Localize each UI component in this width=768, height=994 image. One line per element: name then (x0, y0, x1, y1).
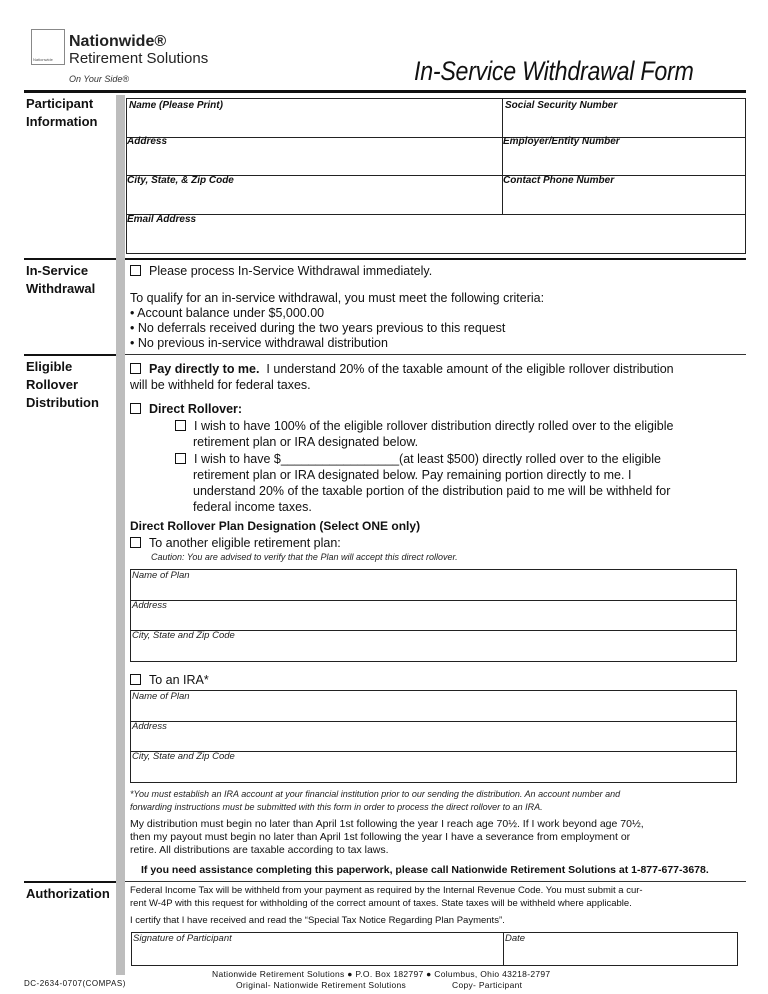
column-divider (503, 933, 504, 965)
phone-field[interactable] (505, 189, 741, 211)
row-divider (131, 600, 736, 601)
pay-direct-text: I understand 20% of the taxable amount of the eligible rollover distribution (266, 362, 674, 376)
brand-name: Nationwide® (69, 33, 167, 50)
plan-address-label: Address (132, 600, 167, 611)
inservice-checkbox[interactable] (130, 265, 141, 276)
rollover-partial-checkbox[interactable] (175, 453, 186, 464)
rollover-100-text-line2: retirement plan or IRA designated below. (193, 435, 419, 449)
city-field-label: City, State, & Zip Code (127, 175, 234, 186)
another-plan-option (130, 535, 341, 551)
ira-option (130, 672, 209, 688)
inservice-option-text: Please process In-Service Withdrawal immediately. (149, 264, 433, 278)
participant-info-box (126, 98, 746, 254)
ssn-field-label: Social Security Number (505, 100, 618, 111)
plan-name-field[interactable] (133, 582, 733, 598)
row-divider (127, 137, 745, 138)
employer-field[interactable] (505, 151, 741, 173)
signature-label: Signature of Participant (133, 933, 232, 944)
email-field-label: Email Address (127, 214, 197, 225)
address-field[interactable] (129, 151, 499, 173)
distribution-rule-line: then my payout must begin no later than April 1st following the year I have a severance from employment or (130, 831, 631, 843)
rollover-100-option (175, 418, 673, 434)
criteria-item: • Account balance under $5,000.00 (130, 306, 325, 320)
section-rule (24, 354, 116, 356)
distribution-rule-line: retire. All distributions are taxable according to tax laws. (130, 844, 389, 856)
pay-direct-option (130, 361, 745, 377)
plan-city-field[interactable] (133, 642, 733, 658)
section-label-line: Information (26, 114, 98, 129)
criteria-item: • No deferrals received during the two years previous to this request (130, 321, 506, 335)
rollover-partial-text-line: understand 20% of the taxable portion of the distribution paid to me will be withheld for (193, 484, 671, 498)
ssn-field[interactable] (505, 113, 741, 135)
brand-subname: Retirement Solutions (69, 50, 209, 67)
tax-notice-line: Federal Income Tax will be withheld from your payment as required by the Internal Revenue Code. You must submit a cur- (130, 885, 643, 896)
plan-name-label: Name of Plan (132, 570, 190, 581)
criteria-item: • No previous in-service withdrawal distribution (130, 336, 388, 350)
plan-city-label: City, State and Zip Code (132, 630, 235, 641)
tax-notice-line: rent W-4P with this request for withholding of the correct amount of taxes. State taxes will be withheld where applicable. (130, 898, 632, 909)
ira-note-line: *You must establish an IRA account at your financial institution prior to our sending the distribution. An account number and (130, 789, 621, 799)
form-title: In-Service Withdrawal Form (414, 56, 694, 86)
section-label-inservice (26, 262, 95, 298)
ira-address-field[interactable] (133, 733, 733, 749)
plan-info-box (130, 569, 737, 662)
nationwide-logo (31, 29, 65, 65)
section-label-line: In-Service (26, 263, 89, 278)
footer-original: Original- Nationwide Retirement Solutions (236, 980, 407, 990)
distribution-rule-line: My distribution must begin no later than April 1st following the year I reach age 70½. If I work beyond age 70½, (130, 818, 644, 830)
direct-rollover-label: Direct Rollover: (149, 402, 243, 416)
phone-field-label: Contact Phone Number (503, 175, 615, 186)
ira-city-label: City, State and Zip Code (132, 751, 235, 762)
ira-name-label: Name of Plan (132, 691, 190, 702)
section-label-line: Withdrawal (26, 281, 96, 296)
title-rule (24, 90, 746, 93)
another-plan-text: To another eligible retirement plan: (149, 536, 341, 550)
caution-text: Caution: You are advised to verify that the Plan will accept this direct rollover. (151, 552, 458, 562)
section-label-rollover (26, 358, 99, 412)
ira-note-line: forwarding instructions must be submitted with this form in order to process the direct rollover to an IRA. (130, 802, 543, 812)
inservice-option (130, 263, 432, 279)
ira-info-box (130, 690, 737, 783)
designation-heading: Direct Rollover Plan Designation (Select ONE only) (130, 519, 421, 533)
another-plan-checkbox[interactable] (130, 537, 141, 548)
plan-address-field[interactable] (133, 612, 733, 628)
rollover-100-checkbox[interactable] (175, 420, 186, 431)
section-rule (125, 258, 746, 260)
pay-direct-text-line2: will be withheld for federal taxes. (130, 378, 311, 392)
ira-city-field[interactable] (133, 763, 733, 779)
section-rule (24, 258, 116, 260)
section-label-line: Participant (26, 96, 94, 111)
left-margin-bar (116, 95, 125, 975)
section-rule (24, 881, 116, 883)
rollover-partial-text: I wish to have $_________________(at least $500) directly rolled over to the eligible (194, 452, 661, 466)
rollover-partial-text-line: retirement plan or IRA designated below. Pay remaining portion directly to me. I (193, 468, 632, 482)
address-field-label: Address (127, 136, 168, 147)
form-code: DC-2634-0707(COMPAS) (24, 979, 126, 988)
distribution-rules (130, 818, 644, 857)
brand-tagline: On Your Side® (69, 74, 130, 84)
ira-name-field[interactable] (133, 703, 733, 719)
footer-address: Nationwide Retirement Solutions ● P.O. Box 182797 ● Columbus, Ohio 43218-2797 (212, 969, 551, 979)
section-label-line: Eligible (26, 359, 73, 374)
section-rule (125, 354, 746, 355)
ira-address-label: Address (132, 721, 167, 732)
logo-tag: Nationwide (33, 57, 53, 62)
signature-field[interactable] (134, 945, 500, 963)
pay-direct-bold: Pay directly to me. (149, 362, 260, 376)
direct-rollover-option (130, 401, 242, 417)
ira-checkbox[interactable] (130, 674, 141, 685)
date-label: Date (505, 933, 526, 944)
section-label-line: Distribution (26, 395, 99, 410)
tax-notice (130, 884, 643, 910)
name-field-label: Name (Please Print) (129, 100, 223, 111)
ira-option-text: To an IRA* (149, 673, 209, 687)
email-field[interactable] (129, 228, 741, 250)
column-divider (502, 99, 503, 214)
rollover-partial-text-line: federal income taxes. (193, 500, 312, 514)
city-state-zip-field[interactable] (129, 189, 499, 211)
rollover-partial-option (175, 451, 661, 467)
employer-field-label: Employer/Entity Number (503, 136, 620, 147)
assistance-text: If you need assistance completing this paperwork, please call Nationwide Retirement Solutions at 1-877-677-3678. (141, 864, 709, 876)
qualify-text: To qualify for an in-service withdrawal, you must meet the following criteria: (130, 291, 545, 305)
section-rule (125, 881, 746, 882)
section-label-participant (26, 95, 98, 131)
rollover-100-text: I wish to have 100% of the eligible rollover distribution directly rolled over to the eligible (194, 419, 674, 433)
date-field[interactable] (506, 945, 734, 963)
section-label-line: Rollover (26, 377, 79, 392)
section-label-authorization: Authorization (26, 886, 110, 901)
signature-box (131, 932, 738, 966)
row-divider (127, 214, 745, 215)
certify-text: I certify that I have received and read the “Special Tax Notice Regarding Plan Payments”. (130, 915, 505, 926)
name-field[interactable] (129, 113, 499, 135)
footer-copy: Copy- Participant (452, 980, 523, 990)
pay-direct-checkbox[interactable] (130, 363, 141, 374)
direct-rollover-checkbox[interactable] (130, 403, 141, 414)
row-divider (131, 721, 736, 722)
